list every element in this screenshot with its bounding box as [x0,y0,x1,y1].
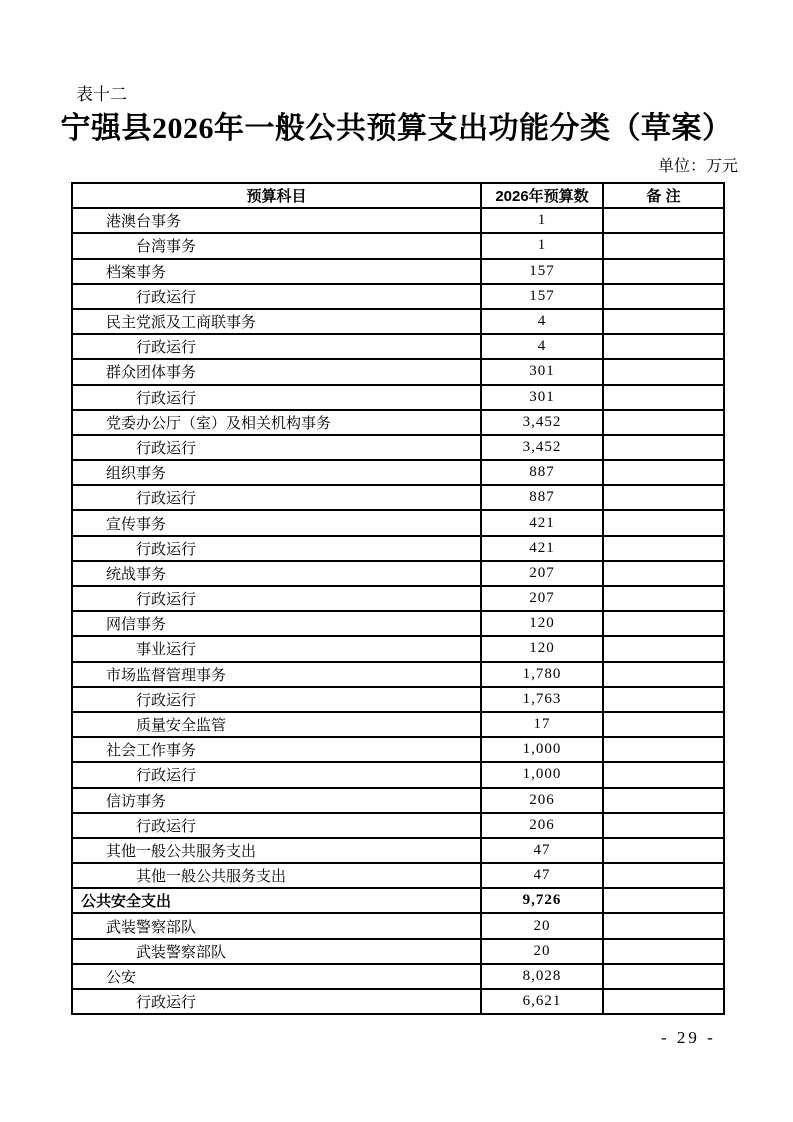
remarks-cell [603,863,724,888]
unit-note: 单位：万元 [657,158,738,175]
col-header-2026-budget-amount: 2026年预算数 [481,183,603,208]
remarks-cell [603,536,724,561]
budget-subject-cell: 信访事务 [72,788,481,813]
table-row [72,913,724,938]
table-row [72,536,724,561]
budget-amount-cell: 206 [481,788,603,813]
budget-subject-cell: 行政运行 [72,813,481,838]
budget-amount-cell: 301 [481,359,603,384]
remarks-cell [603,586,724,611]
budget-subject-cell: 行政运行 [72,536,481,561]
budget-amount-cell: 157 [481,284,603,309]
budget-subject-cell: 民主党派及工商联事务 [72,309,481,334]
budget-subject-cell: 组织事务 [72,460,481,485]
budget-amount-cell: 421 [481,536,603,561]
budget-subject-cell: 其他一般公共服务支出 [72,863,481,888]
budget-subject-cell: 网信事务 [72,611,481,636]
table-row [72,460,724,485]
budget-amount-cell: 157 [481,259,603,284]
table-row [72,813,724,838]
page-title: 宁强县2026年一般公共预算支出功能分类（草案） [60,112,733,145]
table-row [72,410,724,435]
table-row [72,712,724,737]
remarks-cell [603,485,724,510]
budget-amount-cell: 47 [481,838,603,863]
budget-amount-cell: 120 [481,611,603,636]
budget-subject-cell: 档案事务 [72,259,481,284]
remarks-cell [603,913,724,938]
budget-subject-cell: 行政运行 [72,435,481,460]
budget-subject-cell: 宣传事务 [72,510,481,535]
budget-amount-cell: 206 [481,813,603,838]
budget-amount-cell: 4 [481,334,603,359]
table-row [72,309,724,334]
page-number: - 29 - [661,1028,716,1047]
table-row [72,359,724,384]
budget-subject-cell: 行政运行 [72,762,481,787]
table-row [72,611,724,636]
budget-subject-cell: 公安 [72,964,481,989]
budget-amount-cell: 4 [481,309,603,334]
budget-amount-cell: 1,780 [481,662,603,687]
budget-subject-cell: 武装警察部队 [72,939,481,964]
table-row [72,863,724,888]
budget-amount-cell: 1,000 [481,762,603,787]
remarks-cell [603,662,724,687]
table-row [72,762,724,787]
budget-table [71,182,725,1015]
table-row [72,586,724,611]
remarks-cell [603,233,724,258]
budget-amount-cell: 207 [481,561,603,586]
budget-subject-cell: 其他一般公共服务支出 [72,838,481,863]
remarks-cell [603,309,724,334]
budget-amount-cell: 47 [481,863,603,888]
remarks-cell [603,435,724,460]
budget-amount-cell: 1 [481,208,603,233]
remarks-cell [603,989,724,1014]
remarks-cell [603,208,724,233]
budget-subject-cell: 行政运行 [72,989,481,1014]
table-row [72,737,724,762]
budget-subject-cell: 行政运行 [72,586,481,611]
budget-amount-cell: 20 [481,939,603,964]
budget-amount-cell: 207 [481,586,603,611]
table-row [72,838,724,863]
table-row [72,510,724,535]
budget-subject-cell: 群众团体事务 [72,359,481,384]
remarks-cell [603,687,724,712]
table-row [72,888,724,913]
table-row [72,561,724,586]
remarks-cell [603,939,724,964]
remarks-cell [603,460,724,485]
table-row [72,788,724,813]
table-header-row [72,183,724,208]
remarks-cell [603,359,724,384]
budget-subject-cell: 台湾事务 [72,233,481,258]
remarks-cell [603,712,724,737]
table-row [72,989,724,1014]
budget-subject-cell: 港澳台事务 [72,208,481,233]
budget-amount-cell: 9,726 [481,888,603,913]
budget-subject-cell: 市场监督管理事务 [72,662,481,687]
budget-amount-cell: 120 [481,636,603,661]
budget-amount-cell: 20 [481,913,603,938]
table-row [72,208,724,233]
budget-amount-cell: 421 [481,510,603,535]
table-row [72,662,724,687]
budget-subject-cell: 武装警察部队 [72,913,481,938]
budget-subject-cell: 事业运行 [72,636,481,661]
budget-subject-cell: 社会工作事务 [72,737,481,762]
remarks-cell [603,334,724,359]
budget-subject-cell: 行政运行 [72,334,481,359]
remarks-cell [603,284,724,309]
remarks-cell [603,410,724,435]
budget-amount-cell: 3,452 [481,410,603,435]
budget-subject-cell: 行政运行 [72,385,481,410]
remarks-cell [603,964,724,989]
budget-amount-cell: 8,028 [481,964,603,989]
col-header-remarks: 备 注 [603,183,724,208]
remarks-cell [603,611,724,636]
table-row [72,687,724,712]
remarks-cell [603,813,724,838]
budget-amount-cell: 3,452 [481,435,603,460]
budget-subject-cell: 行政运行 [72,687,481,712]
table-number-label: 表十二 [76,85,127,104]
table-row [72,259,724,284]
remarks-cell [603,636,724,661]
table-row [72,334,724,359]
budget-amount-cell: 1,000 [481,737,603,762]
remarks-cell [603,788,724,813]
remarks-cell [603,737,724,762]
budget-amount-cell: 17 [481,712,603,737]
budget-subject-cell: 公共安全支出 [72,888,481,913]
table-row [72,284,724,309]
table-row [72,385,724,410]
budget-amount-cell: 301 [481,385,603,410]
budget-subject-cell: 党委办公厅（室）及相关机构事务 [72,410,481,435]
budget-subject-cell: 统战事务 [72,561,481,586]
budget-amount-cell: 1,763 [481,687,603,712]
table-row [72,233,724,258]
table-row [72,636,724,661]
table-row [72,939,724,964]
budget-amount-cell: 887 [481,460,603,485]
budget-amount-cell: 6,621 [481,989,603,1014]
table-row [72,435,724,460]
table-row [72,964,724,989]
remarks-cell [603,510,724,535]
col-header-budget-subject: 预算科目 [72,183,481,208]
remarks-cell [603,762,724,787]
budget-subject-cell: 质量安全监管 [72,712,481,737]
remarks-cell [603,385,724,410]
remarks-cell [603,888,724,913]
remarks-cell [603,561,724,586]
remarks-cell [603,838,724,863]
table-row [72,485,724,510]
remarks-cell [603,259,724,284]
budget-subject-cell: 行政运行 [72,485,481,510]
budget-subject-cell: 行政运行 [72,284,481,309]
budget-amount-cell: 887 [481,485,603,510]
budget-amount-cell: 1 [481,233,603,258]
